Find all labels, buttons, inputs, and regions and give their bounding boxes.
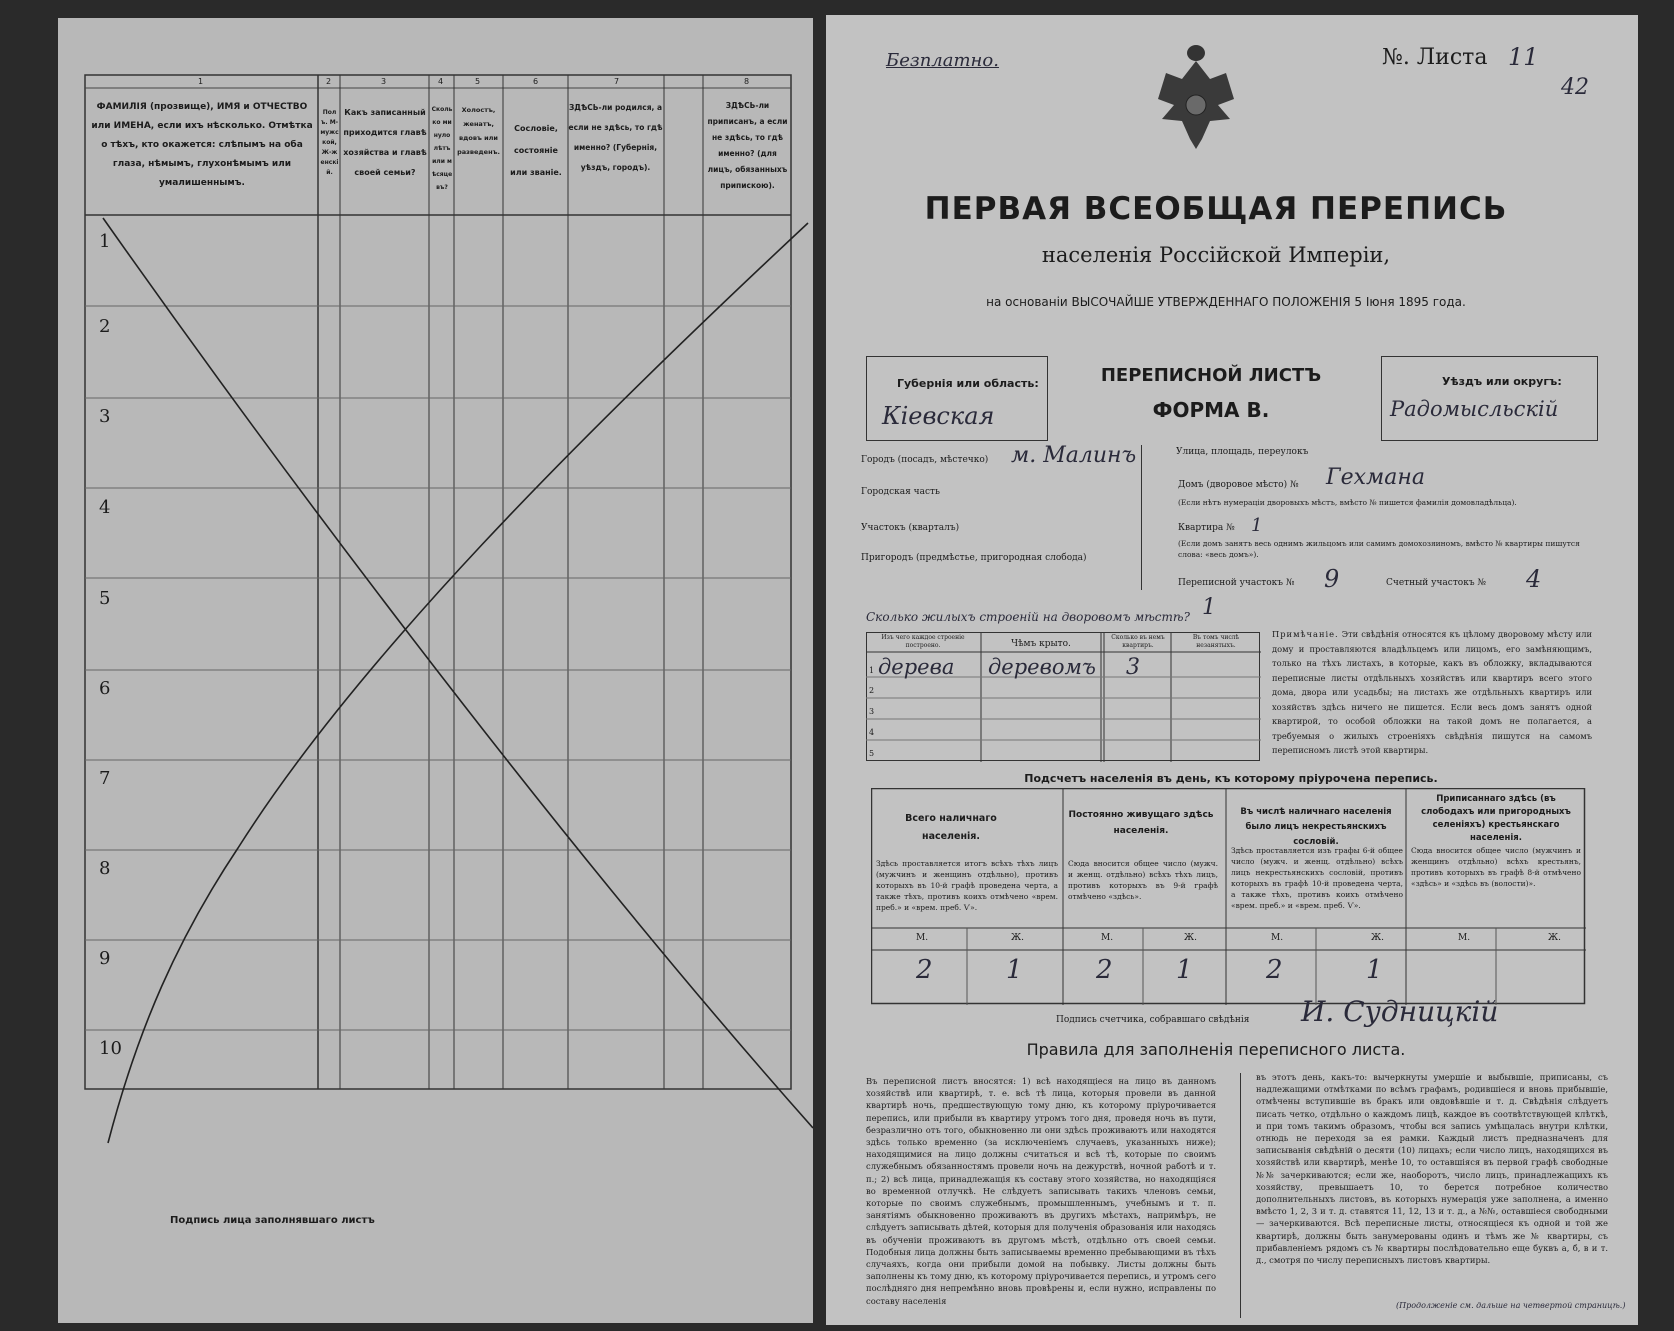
row-number-5: 5 — [99, 588, 111, 609]
counter-signature-value: И. Судницкій — [1301, 995, 1499, 1028]
buildings-row-number: 1 — [869, 666, 875, 675]
census-plot-label: Переписной участокъ № — [1178, 578, 1295, 588]
column-number-3: 3 — [381, 77, 387, 86]
tally-col1-m-label: М. — [916, 933, 929, 943]
tally-col1-desc: Здѣсь проставляется итогъ всѣхъ тѣхъ лицъ (мужчинъ и женщинъ отдѣльно), противъ которыхъ въ 10-й графѣ проведена черта, а также тѣхъ, противъ коихъ отмѣчено «врем. преб.» и «врем. преб. Ѵ». — [876, 859, 1058, 912]
column-header-relation: Какъ записанный приходится главѣ хозяйства и главѣ своей семьи? — [343, 108, 427, 177]
column-number-1: 1 — [198, 77, 204, 86]
buildings-question: Сколько жилыхъ строеній на дворовомъ мѣстѣ? — [866, 610, 1190, 624]
tally-col3-m-value: 2 — [1266, 955, 1283, 985]
column-header-registered: ЗДѢСЬ-ли приписанъ, а если не здѣсь, то гдѣ именно? (для лицъ, обязанныхъ припискою). — [707, 101, 788, 190]
guberniya-value: Кіевская — [882, 402, 995, 430]
tally-col2-m-value: 2 — [1096, 955, 1113, 985]
column-header-name: ФАМИЛІЯ (прозвище), ИМЯ и ОТЧЕСТВО или ИМЕНА, если ихъ нѣсколько. Отмѣтка о тѣхъ, кто окажется: слѣпымъ на оба глаза, нѣмымъ, глухонѣмымъ или умалишеннымъ. — [91, 102, 313, 188]
column-header-birthplace: ЗДѢСЬ-ли родился, а если не здѣсь, то гдѣ именно? (Губернія, уѣздъ, городъ). — [568, 103, 663, 172]
count-plot-value: 4 — [1526, 565, 1542, 593]
sheet-number-value: 11 — [1508, 43, 1539, 71]
buildings-value: 1 — [1202, 595, 1216, 620]
column-number-5: 5 — [475, 77, 481, 86]
buildings-row-number: 4 — [869, 728, 875, 737]
row-number-4: 4 — [99, 497, 111, 518]
archive-number: 42 — [1561, 75, 1589, 100]
address-divider — [1141, 445, 1142, 590]
tally-col2-title: Постоянно живущаго здѣсь населенія. — [1068, 810, 1214, 836]
buildings-row-material: дерева — [878, 655, 955, 679]
tally-col4-zh-label: Ж. — [1548, 933, 1561, 943]
left-page — [58, 18, 813, 1323]
buildings-header-material: Изъ чего каждое строеніе построено. — [881, 634, 965, 649]
city-label: Городъ (посадъ, мѣстечко) — [861, 455, 989, 465]
apt-label: Квартира № — [1178, 523, 1235, 533]
street-label: Улица, площадь, переулокъ — [1176, 447, 1309, 457]
column-header-estate: Сословіе, состояніе или званіе. — [510, 124, 562, 177]
guberniya-label: Губернія или область: — [897, 377, 1039, 390]
tally-col4-desc: Сюда вносится общее число (мужчинъ и женщинъ отдѣльно) всѣхъ крестьянъ, противъ которыхъ въ графѣ 8-й отмѣчено «здѣсь» и «здѣсь въ (волости)». — [1411, 846, 1581, 888]
tally-col3-zh-label: Ж. — [1371, 933, 1384, 943]
tally-col3-title: Въ числѣ наличнаго населенія было лицъ некрестьянскихъ сословій. — [1240, 807, 1392, 847]
column-number-7: 7 — [614, 77, 620, 86]
sheet-type: ПЕРЕПИСНОЙ ЛИСТЪ — [1100, 365, 1322, 386]
census-plot-value: 9 — [1324, 565, 1340, 593]
column-header-sex: Полъ. М-мужской, Ж-женскій. — [320, 109, 339, 176]
column-header-marital: Холостъ, женатъ, вдовъ или разведенъ. — [457, 106, 500, 156]
row-number-10: 10 — [99, 1038, 122, 1059]
uezd-value: Радомысльскій — [1390, 397, 1559, 421]
row-number-1: 1 — [99, 231, 111, 252]
column-number-8: 8 — [744, 77, 750, 86]
buildings-row-number: 3 — [869, 707, 875, 716]
tally-col2-zh-label: Ж. — [1184, 933, 1197, 943]
census-basis: на основаніи ВЫСОЧАЙШЕ УТВЕРЖДЕННАГО ПОЛОЖЕНІЯ 5 Іюня 1895 года. — [986, 295, 1466, 309]
guberniya-box — [866, 356, 1048, 441]
column-header-age: Сколько минуло лѣтъ или мѣсяцевъ? — [431, 106, 453, 191]
plot-label: Участокъ (кварталъ) — [861, 523, 960, 533]
form-label: ФОРМА В. — [1152, 398, 1270, 422]
buildings-row-roof: деревомъ — [988, 655, 1096, 679]
city-value: м. Малинъ — [1011, 443, 1137, 468]
buildings-header-roof: Чѣмъ крыто. — [1011, 639, 1071, 649]
rules-divider — [1240, 1073, 1241, 1318]
house-label: Домъ (дворовое мѣсто) № — [1178, 480, 1299, 490]
row-number-8: 8 — [99, 858, 111, 879]
uezd-label: Уѣздъ или округъ: — [1442, 375, 1562, 388]
tally-col4-title: Приписаннаго здѣсь (въ слободахъ или пригородныхъ селеніяхъ) крестьянскаго населенія. — [1421, 794, 1571, 843]
note-block — [1272, 627, 1592, 758]
tally-col4-m-label: М. — [1458, 933, 1471, 943]
sheet-number-label: №. Листа — [1382, 45, 1488, 70]
tally-title: Подсчетъ населенія въ день, къ которому пріурочена перепись. — [1024, 772, 1438, 785]
house-note: (Если нѣтъ нумераціи дворовыхъ мѣстъ, вмѣсто № пишется фамилія домовладѣльца). — [1178, 498, 1517, 507]
row-number-2: 2 — [99, 316, 111, 337]
census-title: ПЕРВАЯ ВСЕОБЩАЯ ПЕРЕПИСЬ — [924, 191, 1508, 227]
tally-col1-title: Всего наличнаго населенія. — [905, 813, 997, 842]
count-plot-label: Счетный участокъ № — [1386, 578, 1486, 588]
column-number-6: 6 — [533, 77, 539, 86]
tally-col2-desc: Сюда вносится общее число (мужч. и женщ. отдѣльно) всѣхъ тѣхъ лицъ, противъ которыхъ въ 9-й графѣ отмѣчено «здѣсь». — [1068, 859, 1218, 901]
apt-value: 1 — [1251, 515, 1263, 536]
row-number-6: 6 — [99, 678, 111, 699]
left-signature-label: Подпись лица заполнявшаго листъ — [170, 1215, 375, 1226]
right-page — [826, 15, 1638, 1325]
tally-col2-m-label: М. — [1101, 933, 1114, 943]
uezd-box — [1381, 356, 1598, 441]
rules-text-left: Въ переписной листъ вносятся: 1) всѣ находящіеся на лицо въ данномъ хозяйствѣ или квартирѣ, т. е. всѣ тѣ лица, которыя провели въ данной квартирѣ ночь, предшествующую тому дню, къ которому пріурочивается перепись, или прибыли въ квартиру утромъ того дня, проведя ночь въ пути, безразлично отъ того, обыкновенно ли они здѣсь проживаютъ или находятся здѣсь только временно (за исключеніемъ случаевъ, указанныхъ ниже); находящимися на лицо должны считаться и всѣ тѣ, которые по своимъ служебнымъ обязанностямъ провели ночь на дежурствѣ, ночной работѣ и т. п.; 2) всѣ лица, принадлежащія къ составу этого хозяйства, но находящіяся во временной отлучкѣ. Не слѣдуетъ записывать такихъ членовъ семьи, которые по своимъ служебнымъ, промышленнымъ, учебнымъ и т. п. занятіямъ обыкновенно проживаютъ въ другихъ мѣстахъ, напримѣръ, не слѣдуетъ записывать дѣтей, которыя для полученія образованія или находясь въ обученіи проживаютъ въ другомъ мѣстѣ, отдѣльно отъ своей семьи. Подобныя лица должны быть записываемы временно пребывающими въ тѣхъ случаяхъ, когда они прибыли домой на побывку. Листы должны быть заполнены къ тому дню, къ которому пріурочивается перепись, и утромъ сего послѣдняго дня непремѣнно вновь провѣрены и, если нужно, исправлены по составу населенія — [866, 1076, 1216, 1306]
note-title: Примѣчаніе. — [1272, 629, 1339, 639]
buildings-row-number: 2 — [869, 686, 875, 695]
tally-col3-m-label: М. — [1271, 933, 1284, 943]
buildings-header-vacant: Въ томъ числѣ незанятыхъ. — [1192, 634, 1240, 649]
column-number-2: 2 — [326, 77, 332, 86]
note-text: Эти свѣдѣнія относятся къ цѣлому дворовому мѣсту или дому и проставляются владѣльцемъ или лицомъ, его замѣняющимъ, только на тѣхъ листахъ, в которые, какъ въ обложку, вкладываются переписные листы отдѣльныхъ хозяйствъ или квартиръ всего этого дома, двора или усадьбы; на листахъ же отдѣльныхъ квартиръ или хозяйствъ здѣсь ничего не пишется. Если весь домъ занятъ одной квартирой, то особой обложки на такой домъ не полагается, а требуемыя о жилыхъ строеніяхъ свѣдѣнія пишутся на самомъ переписномъ листѣ этой квартиры. — [1272, 629, 1592, 755]
tally-col2-zh-value: 1 — [1176, 955, 1193, 985]
row-number-7: 7 — [99, 768, 111, 789]
buildings-header-apartments: Сколько въ немъ квартиръ. — [1111, 634, 1165, 649]
free-label: Безплатно. — [886, 50, 999, 71]
apt-note: (Если домъ занятъ весь однимъ жильцомъ или самимъ домохозяиномъ, вмѣсто № квартиры пишутся слова: «весь домъ»). — [1178, 539, 1580, 559]
buildings-row-apartments: 3 — [1126, 655, 1140, 680]
rules-text-right: въ этотъ день, какъ-то: вычеркнуты умершіе и выбывшіе, приписаны, съ надлежащими отмѣтками по всѣмъ графамъ, родившіеся и вновь прибывшіе, отмѣчены вступившіе въ бракъ или овдовѣвшіе и т. д. Свѣдѣнія слѣдуетъ писать четко, отдѣльно о каждомъ лицѣ, каждое въ соотвѣтствующей клѣткѣ, и при томъ такимъ образомъ, чтобы вся запись умѣщалась внутри клѣтки, отнюдь не переходя за ея рамки. Каждый листъ предназначенъ для записыванія свѣдѣній о десяти (10) лицахъ; если число лицъ, находящихся въ хозяйствѣ или квартирѣ, менѣе 10, то оставшіяся въ первой графѣ свободные №№ зачеркиваются; если же, наоборотъ, число лицъ, принадлежащихъ къ хозяйству, превышаетъ 10, то берется потребное количество дополнительныхъ листовъ, въ которыхъ нумерація уже заполнена, а именно вмѣсто 1, 2, 3 и т. д. ставятся 11, 12, 13 и т. д., а №№, оставшіеся свободными — зачеркиваются. Всѣ переписные листы, относящіеся къ одной и той же квартирѣ, должны быть занумерованы одинъ и тѣмъ же № квартиры, съ прибавленіемъ рядомъ съ № квартиры послѣдовательно еще буквъ а, б, в и т. д., смотря по числу переписныхъ листовъ квартиры. — [1256, 1072, 1608, 1266]
census-subtitle: населенія Россійской Имперіи, — [1041, 243, 1391, 267]
tally-col1-zh-value: 1 — [1006, 955, 1023, 985]
row-number-3: 3 — [99, 406, 111, 427]
rules-continued-note: (Продолженіе см. дальше на четвертой страницѣ.) — [1396, 1301, 1626, 1310]
tally-col3-zh-value: 1 — [1366, 955, 1383, 985]
buildings-row-number: 5 — [869, 749, 875, 758]
column-number-4: 4 — [438, 77, 444, 86]
left-page-table-grid — [58, 18, 813, 1323]
house-value: Гехмана — [1326, 465, 1425, 490]
counter-signature-label: Подпись счетчика, собравшаго свѣдѣнія — [1056, 1015, 1250, 1025]
tally-col1-m-value: 2 — [916, 955, 933, 985]
tally-col1-zh-label: Ж. — [1011, 933, 1024, 943]
rules-title: Правила для заполненія переписного листа. — [1026, 1040, 1406, 1059]
suburb-label: Пригородъ (предмѣстье, пригородная слобода) — [861, 553, 1087, 563]
row-number-9: 9 — [99, 948, 111, 969]
double-headed-eagle-emblem — [1156, 39, 1236, 159]
tally-col3-desc: Здѣсь проставляется изъ графы 6-й общее число (мужч. и женщ. отдѣльно) всѣхъ лицъ некрестьянскихъ сословій, противъ которыхъ въ графѣ 10-й проведена черта, а также тѣхъ, противъ коихъ отмѣчено «врем. преб.» и «врем. преб. Ѵ». — [1231, 846, 1403, 910]
city-part-label: Городская часть — [861, 487, 940, 497]
buildings-table-grid — [866, 632, 1261, 762]
